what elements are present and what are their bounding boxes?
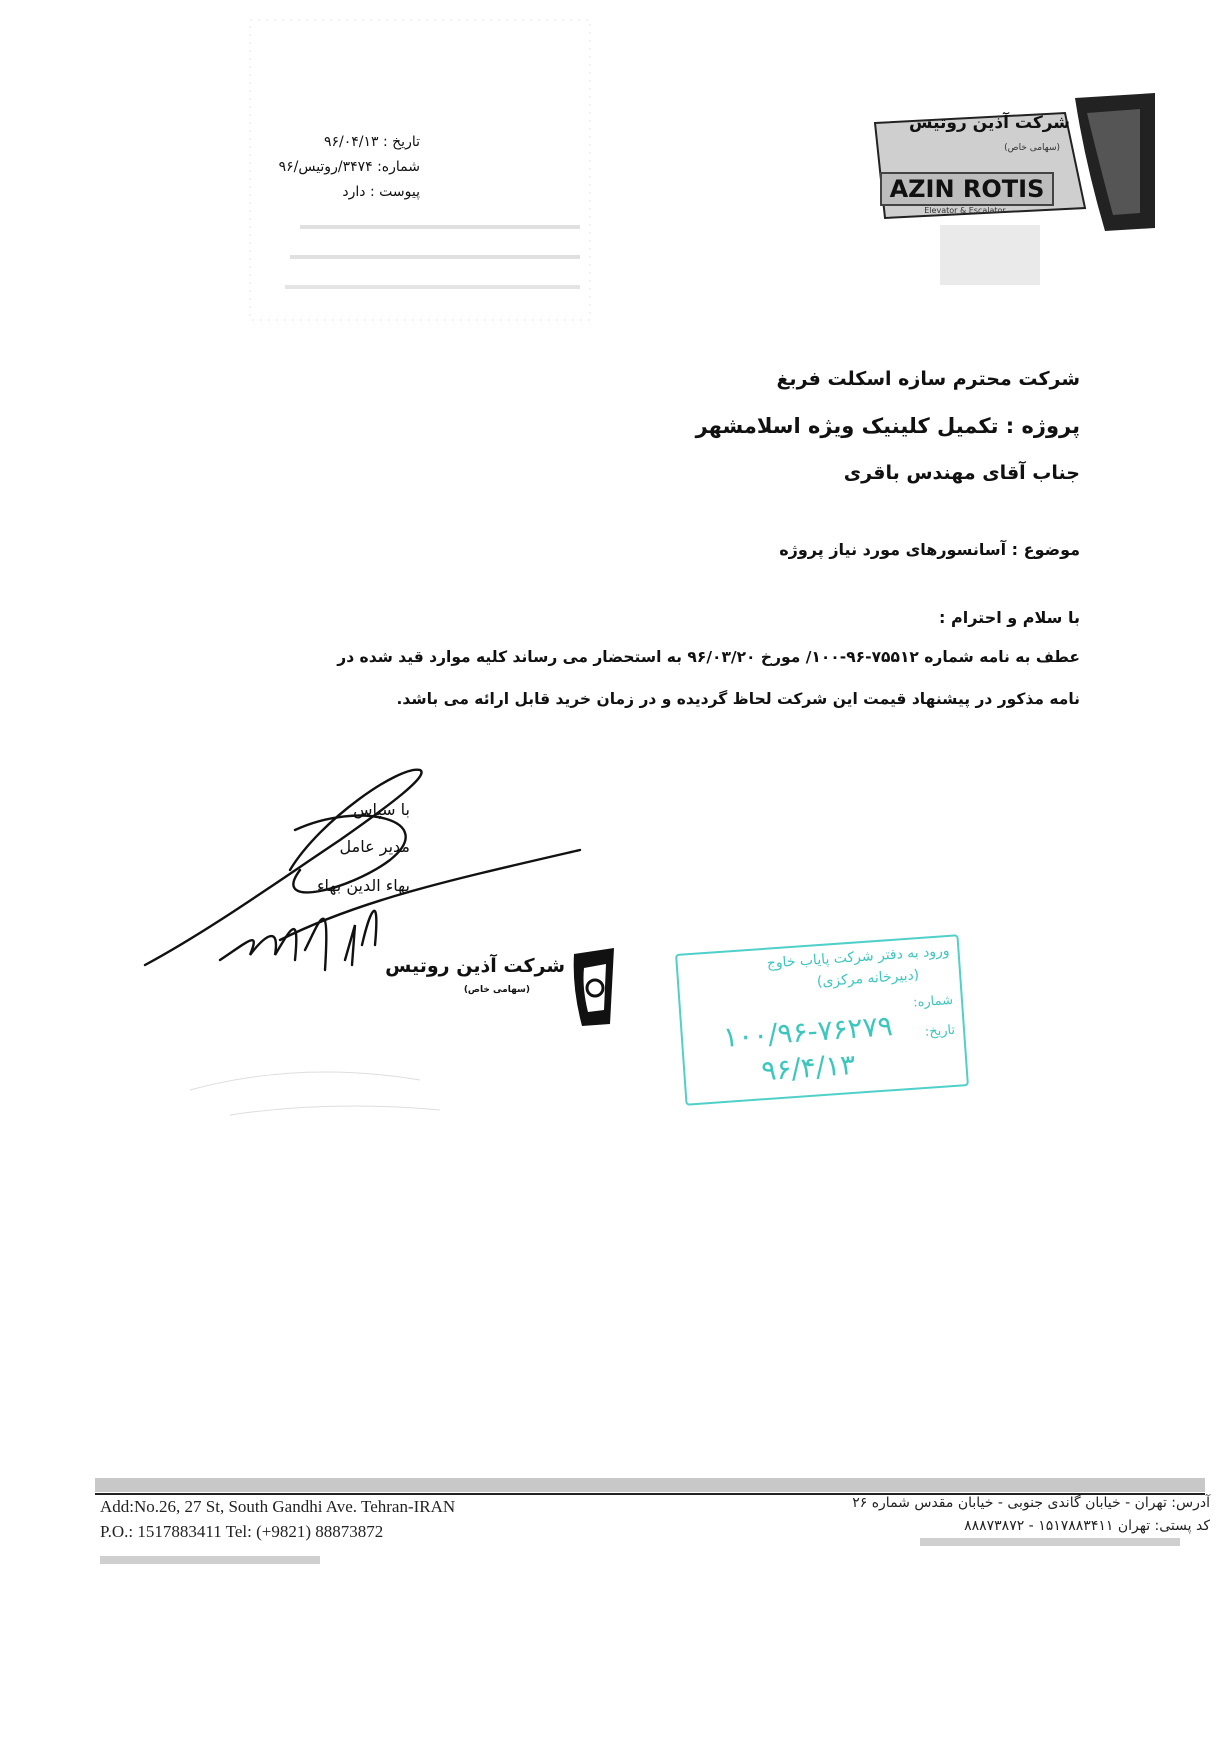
recipient-person: جناب آقای مهندس باقری <box>843 462 1080 484</box>
seal-logo-icon <box>570 948 618 1028</box>
subject-line: موضوع : آسانسورهای مورد نیاز پروژه <box>779 540 1080 559</box>
footer-address-en-1: Add:No.26, 27 St, South Gandhi Ave. Tehran-IRAN <box>100 1497 456 1516</box>
stamp-line-2: (دبیرخانه مرکزی) <box>816 967 920 991</box>
greeting: با سلام و احترام : <box>939 608 1080 627</box>
stamp-date-value: ۹۶/۴/۱۳ <box>760 1047 857 1088</box>
logo-company-fa: شرکت آذین روتیس <box>909 113 1070 133</box>
recipient-company: شرکت محترم سازه اسکلت فربغ <box>776 368 1080 390</box>
body-line-2: نامه مذکور در پیشنهاد قیمت این شرکت لحاظ گردیده و در زمان خرید قابل ارائه می باشد. <box>396 690 1080 708</box>
letter-attachment: پیوست : دارد <box>342 184 420 200</box>
stamp-number-value: ۱۰۰/۹۶-۷۶۲۷۹ <box>721 1009 894 1054</box>
footer-address-en-2: P.O.: 1517883411 Tel: (+9821) 88873872 <box>100 1522 384 1541</box>
letter-date: تاریخ : ۹۶/۰۴/۱۳ <box>323 134 420 150</box>
stamp-number-label: شماره: <box>912 992 954 1011</box>
letter-number: شماره: ۳۴۷۴/روتیس/۹۶ <box>278 159 420 175</box>
closing-thanks: با سپاس <box>352 800 410 819</box>
logo-company-fa-sub: (سهامی خاص) <box>1004 143 1060 153</box>
closing-title: مدیر عامل <box>339 837 410 856</box>
stamp-date-label: تاریخ: <box>924 1022 956 1040</box>
footer-address-fa-1: آدرس: تهران - خیابان گاندی جنوبی - خیابان مقدس شماره ۲۶ <box>852 1495 1210 1511</box>
body-line-1: عطف به نامه شماره ۷۵۵۱۲-۹۶-۱۰۰/ مورخ ۹۶/۰۳/۲۰ به استحضار می رساند کلیه موارد قید شده در <box>337 648 1080 666</box>
seal-company-sub: (سهامی خاص) <box>463 985 530 995</box>
footer-address-fa-2: کد پستی: تهران ۱۵۱۷۸۸۳۴۱۱ - ۸۸۸۷۳۸۷۲ <box>964 1518 1210 1534</box>
stamp-line-1: ورود به دفتر شرکت پایاب خاوج <box>766 942 951 972</box>
logo-company-en: AZIN ROTIS <box>880 172 1054 206</box>
logo-company-en-sub: Elevator & Escalator <box>924 206 1006 215</box>
closing-name: بهاء الدین بهاء <box>317 876 410 895</box>
recipient-project: پروژه : تکمیل کلینیک ویژه اسلامشهر <box>695 414 1080 438</box>
seal-company: شرکت آذین روتیس <box>385 955 565 977</box>
receiving-stamp <box>675 934 969 1105</box>
